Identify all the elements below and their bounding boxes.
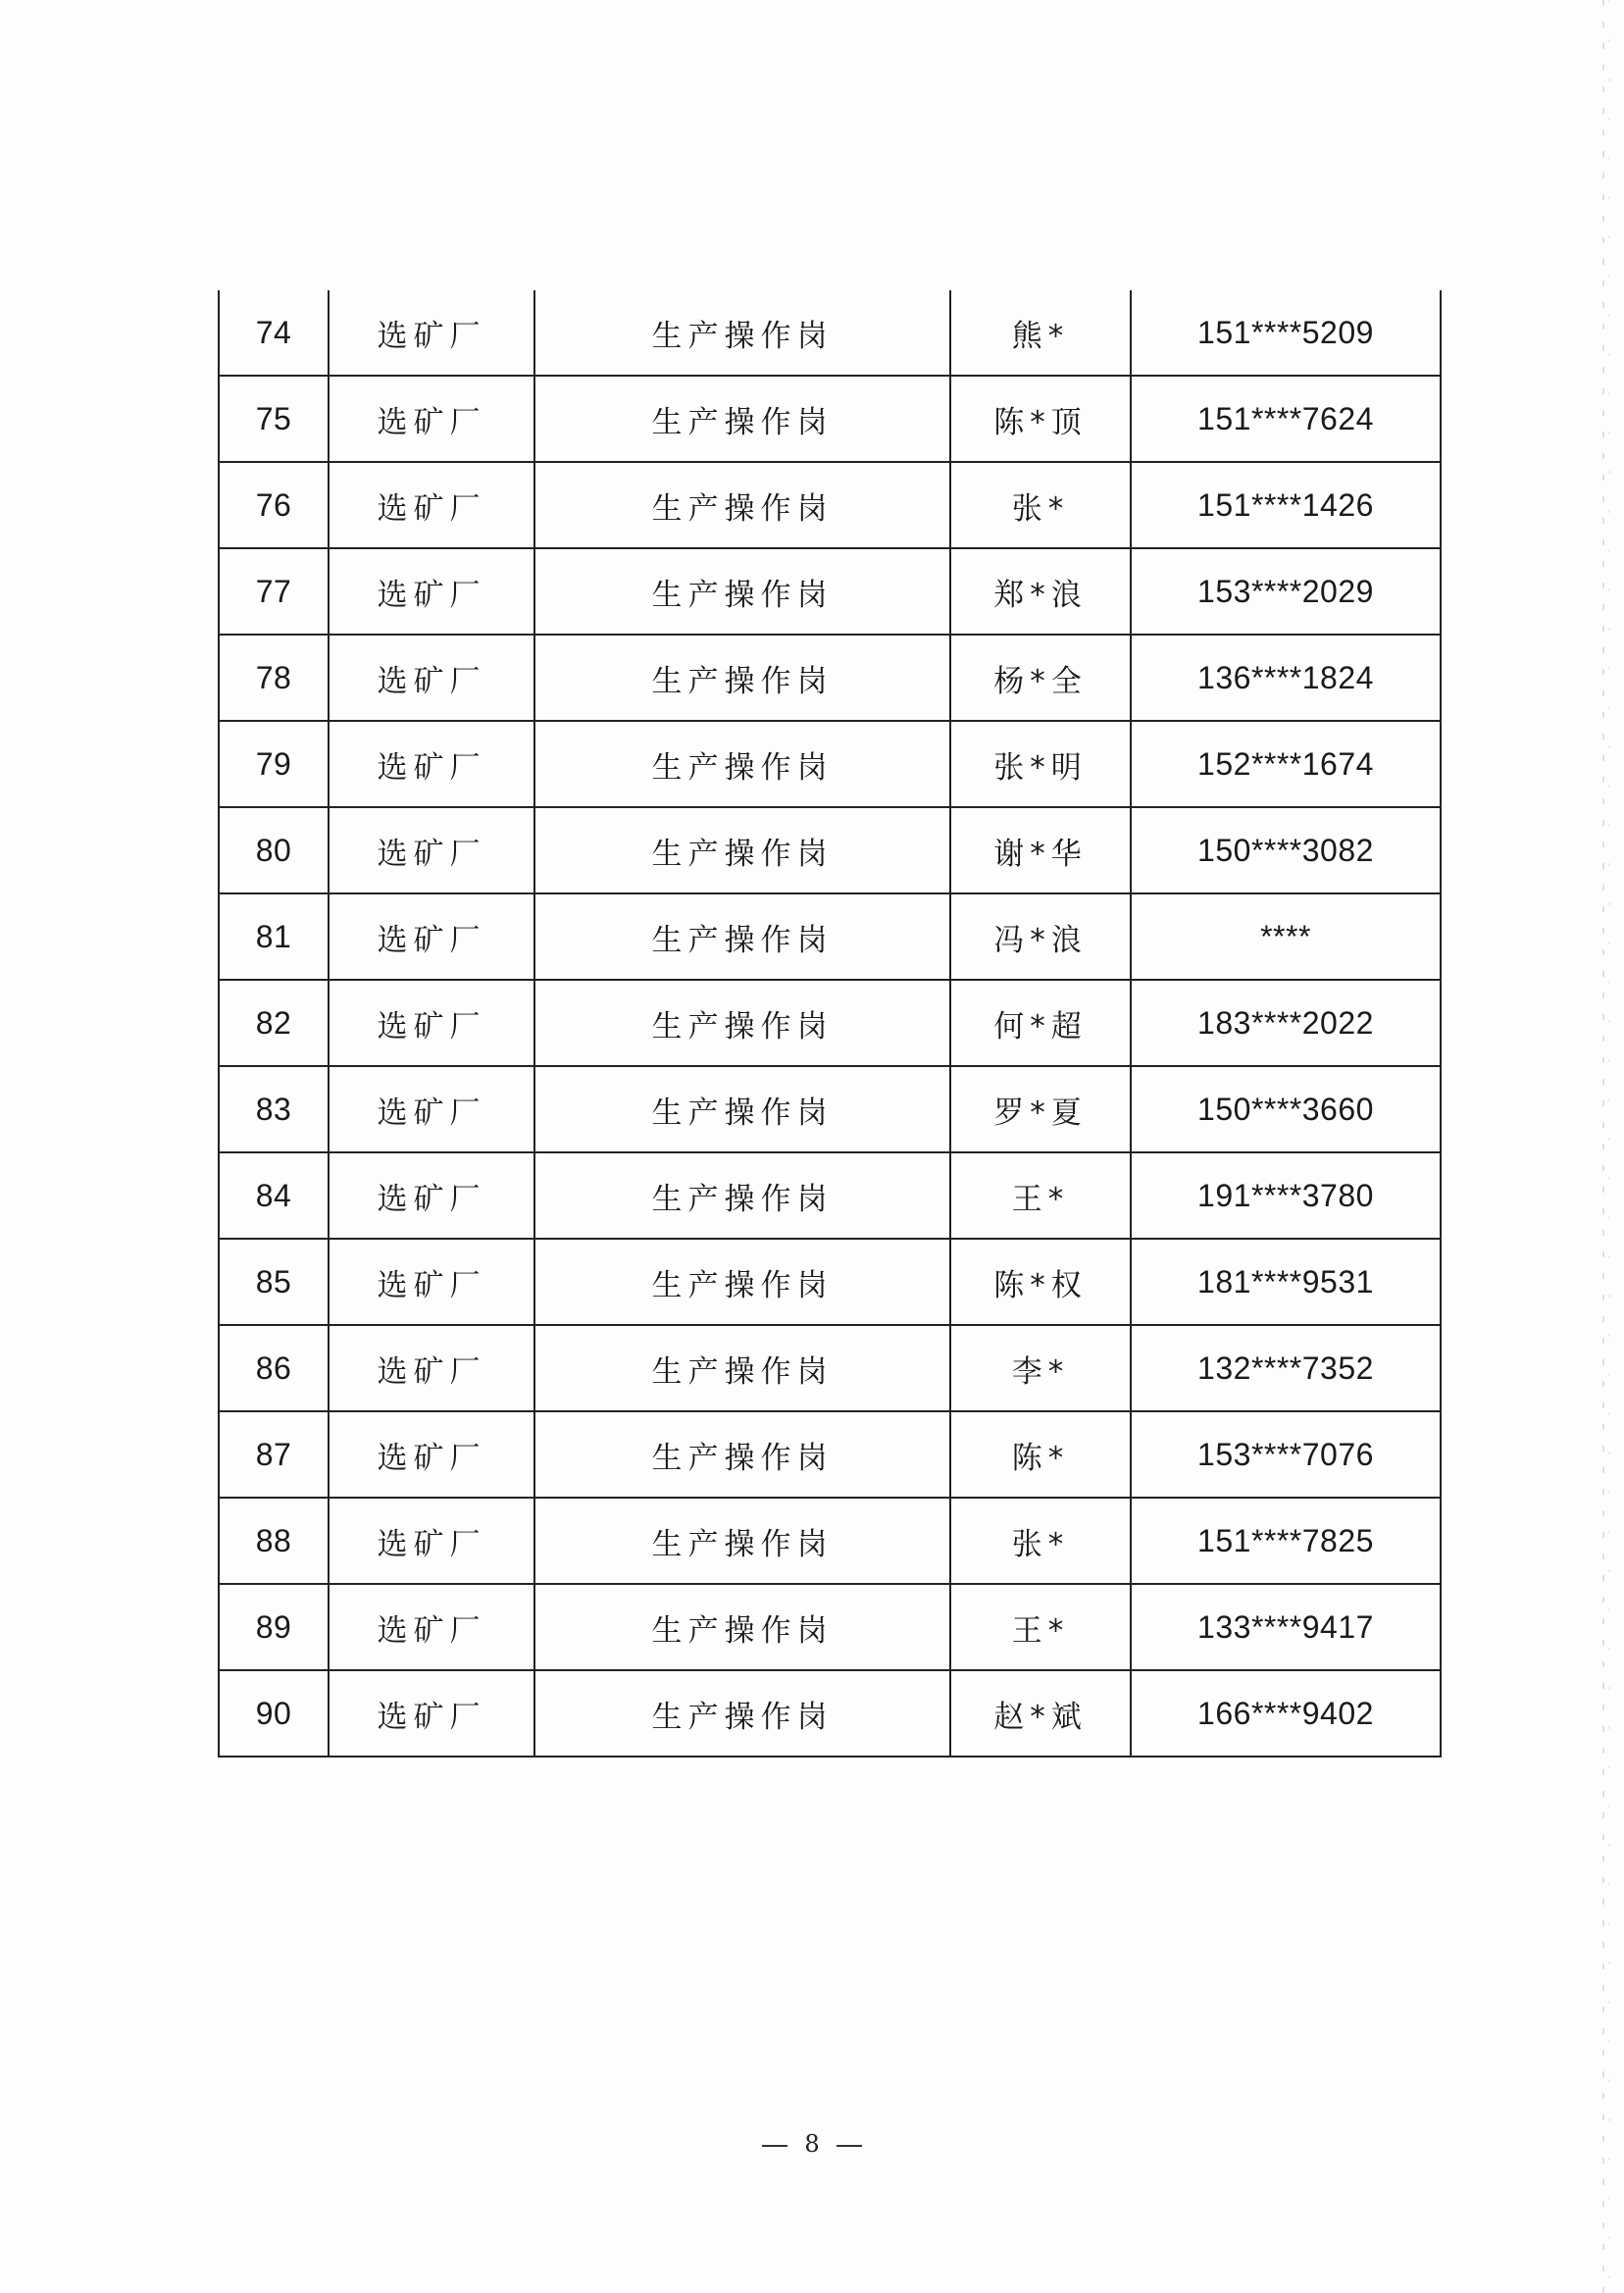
department-cell: 选矿厂 bbox=[329, 290, 534, 376]
department-cell: 选矿厂 bbox=[329, 1411, 534, 1498]
page-number-value: 8 bbox=[804, 2130, 820, 2158]
position-cell: 生产操作岗 bbox=[534, 807, 950, 893]
table-row bbox=[219, 376, 1441, 462]
person-name-cell: 张*明 bbox=[950, 721, 1131, 807]
phone-number-cell: 151****5209 bbox=[1131, 290, 1441, 376]
position-cell: 生产操作岗 bbox=[534, 1239, 950, 1325]
row-number-cell: 76 bbox=[219, 462, 329, 548]
department-cell: 选矿厂 bbox=[329, 1670, 534, 1757]
person-name-cell: 陈*权 bbox=[950, 1239, 1131, 1325]
table-row bbox=[219, 1411, 1441, 1498]
row-number-cell: 77 bbox=[219, 548, 329, 635]
phone-number-cell: 152****1674 bbox=[1131, 721, 1441, 807]
scan-edge-mark bbox=[1608, 0, 1610, 2293]
row-number-cell: 90 bbox=[219, 1670, 329, 1757]
position-cell: 生产操作岗 bbox=[534, 1670, 950, 1757]
department-cell: 选矿厂 bbox=[329, 548, 534, 635]
table-row bbox=[219, 1584, 1441, 1670]
table-row bbox=[219, 1325, 1441, 1411]
department-cell: 选矿厂 bbox=[329, 376, 534, 462]
department-cell: 选矿厂 bbox=[329, 721, 534, 807]
position-cell: 生产操作岗 bbox=[534, 376, 950, 462]
row-number-cell: 74 bbox=[219, 290, 329, 376]
person-name-cell: 李* bbox=[950, 1325, 1131, 1411]
row-number-cell: 86 bbox=[219, 1325, 329, 1411]
phone-number-cell: 133****9417 bbox=[1131, 1584, 1441, 1670]
page-number-dash-left bbox=[762, 2145, 787, 2147]
phone-number-cell: 153****2029 bbox=[1131, 548, 1441, 635]
table-row bbox=[219, 1239, 1441, 1325]
phone-number-cell: 166****9402 bbox=[1131, 1670, 1441, 1757]
row-number-cell: 85 bbox=[219, 1239, 329, 1325]
table-row bbox=[219, 1066, 1441, 1152]
table-row bbox=[219, 290, 1441, 376]
person-name-cell: 张* bbox=[950, 1498, 1131, 1584]
row-number-cell: 89 bbox=[219, 1584, 329, 1670]
table-row bbox=[219, 893, 1441, 980]
table-row bbox=[219, 980, 1441, 1066]
position-cell: 生产操作岗 bbox=[534, 1584, 950, 1670]
row-number-cell: 84 bbox=[219, 1152, 329, 1239]
phone-number-cell: 183****2022 bbox=[1131, 980, 1441, 1066]
phone-number-cell: 151****7624 bbox=[1131, 376, 1441, 462]
person-name-cell: 罗*夏 bbox=[950, 1066, 1131, 1152]
position-cell: 生产操作岗 bbox=[534, 1325, 950, 1411]
department-cell: 选矿厂 bbox=[329, 980, 534, 1066]
table-row bbox=[219, 1152, 1441, 1239]
position-cell: 生产操作岗 bbox=[534, 721, 950, 807]
person-name-cell: 赵*斌 bbox=[950, 1670, 1131, 1757]
table-row bbox=[219, 721, 1441, 807]
person-name-cell: 陈* bbox=[950, 1411, 1131, 1498]
phone-number-cell: 191****3780 bbox=[1131, 1152, 1441, 1239]
table-row bbox=[219, 807, 1441, 893]
table-row bbox=[219, 548, 1441, 635]
position-cell: 生产操作岗 bbox=[534, 548, 950, 635]
position-cell: 生产操作岗 bbox=[534, 893, 950, 980]
phone-number-cell: 150****3082 bbox=[1131, 807, 1441, 893]
person-name-cell: 郑*浪 bbox=[950, 548, 1131, 635]
person-name-cell: 冯*浪 bbox=[950, 893, 1131, 980]
department-cell: 选矿厂 bbox=[329, 1498, 534, 1584]
person-name-cell: 王* bbox=[950, 1584, 1131, 1670]
row-number-cell: 79 bbox=[219, 721, 329, 807]
department-cell: 选矿厂 bbox=[329, 807, 534, 893]
personnel-table-container bbox=[218, 290, 1440, 1758]
table-row bbox=[219, 1670, 1441, 1757]
row-number-cell: 75 bbox=[219, 376, 329, 462]
person-name-cell: 陈*顶 bbox=[950, 376, 1131, 462]
department-cell: 选矿厂 bbox=[329, 1584, 534, 1670]
person-name-cell: 谢*华 bbox=[950, 807, 1131, 893]
position-cell: 生产操作岗 bbox=[534, 980, 950, 1066]
position-cell: 生产操作岗 bbox=[534, 635, 950, 721]
phone-number-cell: 136****1824 bbox=[1131, 635, 1441, 721]
page-number bbox=[0, 2130, 1624, 2158]
person-name-cell: 何*超 bbox=[950, 980, 1131, 1066]
row-number-cell: 78 bbox=[219, 635, 329, 721]
row-number-cell: 81 bbox=[219, 893, 329, 980]
phone-number-cell: 151****7825 bbox=[1131, 1498, 1441, 1584]
table-body bbox=[219, 290, 1441, 1757]
personnel-table bbox=[218, 290, 1442, 1758]
position-cell: 生产操作岗 bbox=[534, 462, 950, 548]
row-number-cell: 82 bbox=[219, 980, 329, 1066]
phone-number-cell: 132****7352 bbox=[1131, 1325, 1441, 1411]
position-cell: 生产操作岗 bbox=[534, 1066, 950, 1152]
phone-number-cell: 150****3660 bbox=[1131, 1066, 1441, 1152]
department-cell: 选矿厂 bbox=[329, 1325, 534, 1411]
department-cell: 选矿厂 bbox=[329, 1239, 534, 1325]
position-cell: 生产操作岗 bbox=[534, 1498, 950, 1584]
scan-edge-mark bbox=[1602, 0, 1604, 2293]
department-cell: 选矿厂 bbox=[329, 893, 534, 980]
person-name-cell: 张* bbox=[950, 462, 1131, 548]
row-number-cell: 87 bbox=[219, 1411, 329, 1498]
position-cell: 生产操作岗 bbox=[534, 290, 950, 376]
person-name-cell: 熊* bbox=[950, 290, 1131, 376]
position-cell: 生产操作岗 bbox=[534, 1411, 950, 1498]
phone-number-cell: 151****1426 bbox=[1131, 462, 1441, 548]
row-number-cell: 80 bbox=[219, 807, 329, 893]
position-cell: 生产操作岗 bbox=[534, 1152, 950, 1239]
phone-number-cell: 153****7076 bbox=[1131, 1411, 1441, 1498]
department-cell: 选矿厂 bbox=[329, 635, 534, 721]
phone-number-cell: **** bbox=[1131, 893, 1441, 980]
row-number-cell: 88 bbox=[219, 1498, 329, 1584]
table-row bbox=[219, 462, 1441, 548]
person-name-cell: 杨*全 bbox=[950, 635, 1131, 721]
table-row bbox=[219, 635, 1441, 721]
department-cell: 选矿厂 bbox=[329, 462, 534, 548]
row-number-cell: 83 bbox=[219, 1066, 329, 1152]
department-cell: 选矿厂 bbox=[329, 1066, 534, 1152]
phone-number-cell: 181****9531 bbox=[1131, 1239, 1441, 1325]
table-row bbox=[219, 1498, 1441, 1584]
person-name-cell: 王* bbox=[950, 1152, 1131, 1239]
page-number-dash-right bbox=[837, 2145, 862, 2147]
department-cell: 选矿厂 bbox=[329, 1152, 534, 1239]
